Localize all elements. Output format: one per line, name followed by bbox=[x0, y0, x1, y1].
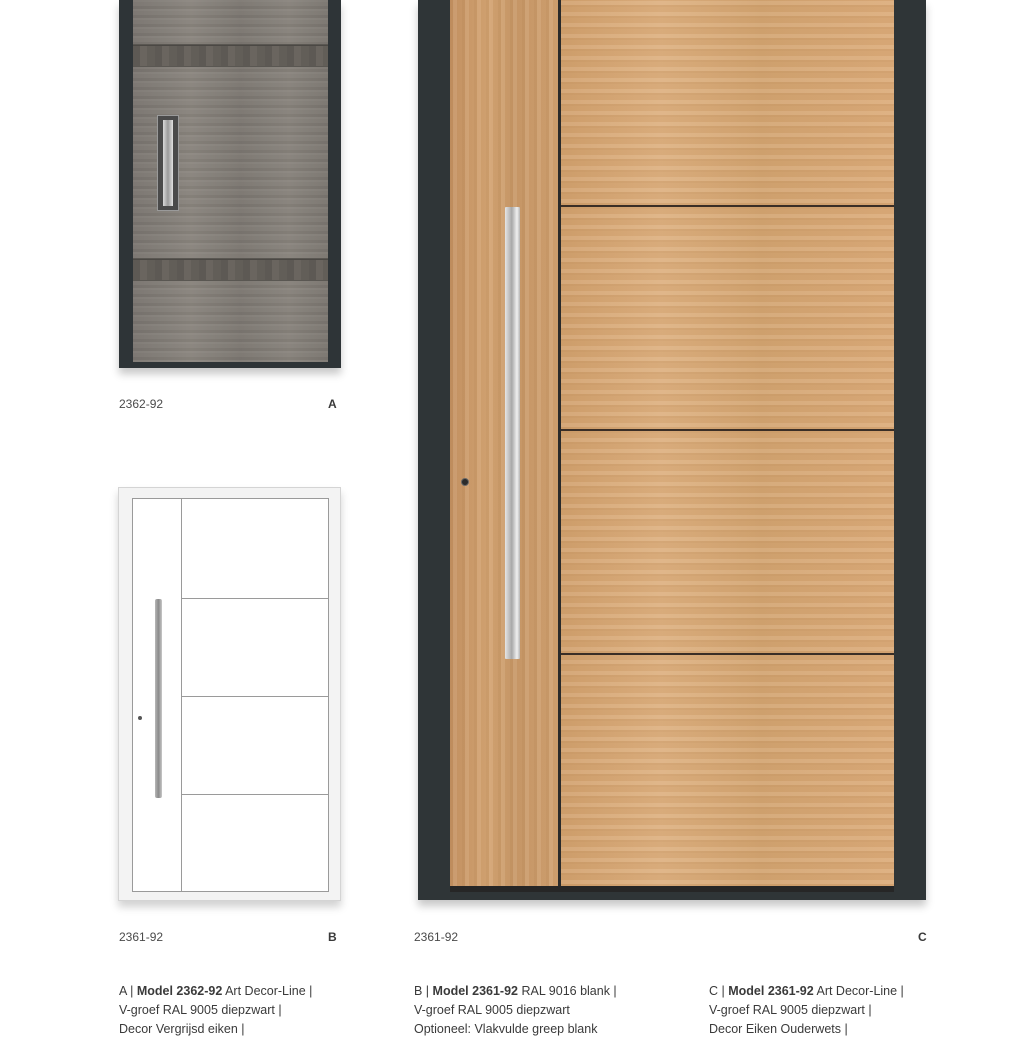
caption-rest: Art Decor-Line | bbox=[222, 984, 313, 998]
door-decor-stripe bbox=[133, 259, 328, 281]
caption-c bbox=[709, 982, 969, 1039]
caption-c-line3: Decor Eiken Ouderwets | bbox=[709, 1022, 848, 1036]
door-code-a: 2362-92 bbox=[119, 397, 164, 411]
door-vertical-groove bbox=[181, 499, 182, 891]
caption-a-line1 bbox=[119, 982, 379, 1001]
caption-b bbox=[414, 982, 674, 1039]
caption-model: Model 2362-92 bbox=[136, 984, 223, 998]
door-oak-panel bbox=[561, 655, 894, 886]
bar-handle bbox=[155, 599, 162, 798]
door-letter-c: C bbox=[918, 930, 927, 944]
door-decor-stripe bbox=[133, 45, 328, 67]
caption-a-line3: Decor Vergrijsd eiken | bbox=[119, 1022, 245, 1036]
caption-model: Model 2361-92 bbox=[432, 984, 518, 998]
caption-c-line1 bbox=[709, 982, 969, 1001]
caption-a bbox=[119, 982, 379, 1039]
door-code-b: 2361-92 bbox=[119, 930, 164, 944]
lock-cylinder-icon bbox=[461, 478, 469, 486]
caption-prefix: A | bbox=[119, 984, 137, 998]
caption-b-line2: V-groef RAL 9005 diepzwart bbox=[414, 1003, 570, 1017]
door-groove-line bbox=[182, 696, 328, 697]
caption-rest: Art Decor-Line | bbox=[813, 984, 904, 998]
door-side-panel bbox=[450, 0, 558, 886]
door-groove-line bbox=[182, 598, 328, 599]
caption-b-line3: Optioneel: Vlakvulde greep blank bbox=[414, 1022, 598, 1036]
handle-bar bbox=[163, 120, 173, 206]
caption-prefix: C | bbox=[709, 984, 729, 998]
door-leaf-grey-oak bbox=[133, 0, 328, 362]
door-image-c bbox=[418, 0, 926, 900]
door-oak-panel bbox=[561, 207, 894, 429]
door-letter-a: A bbox=[328, 397, 337, 411]
door-code-c: 2361-92 bbox=[414, 930, 459, 944]
door-image-a bbox=[119, 0, 341, 368]
door-sill bbox=[450, 886, 894, 892]
long-bar-handle bbox=[505, 207, 520, 659]
caption-a-line2: V-groef RAL 9005 diepzwart | bbox=[119, 1003, 282, 1017]
door-oak-panel bbox=[561, 431, 894, 653]
caption-c-line2: V-groef RAL 9005 diepzwart | bbox=[709, 1003, 872, 1017]
door-image-b bbox=[118, 487, 341, 901]
door-groove-line bbox=[133, 66, 328, 67]
caption-rest: RAL 9016 blank | bbox=[518, 984, 617, 998]
door-leaf-white bbox=[132, 498, 329, 892]
caption-b-line1 bbox=[414, 982, 674, 1001]
recessed-handle bbox=[157, 115, 179, 211]
door-letter-b: B bbox=[328, 930, 337, 944]
lock-cylinder-icon bbox=[138, 716, 142, 720]
caption-prefix: B | bbox=[414, 984, 433, 998]
door-oak-panel bbox=[561, 0, 894, 205]
door-groove-line bbox=[133, 280, 328, 281]
door-groove-line bbox=[182, 794, 328, 795]
caption-model: Model 2361-92 bbox=[728, 984, 814, 998]
